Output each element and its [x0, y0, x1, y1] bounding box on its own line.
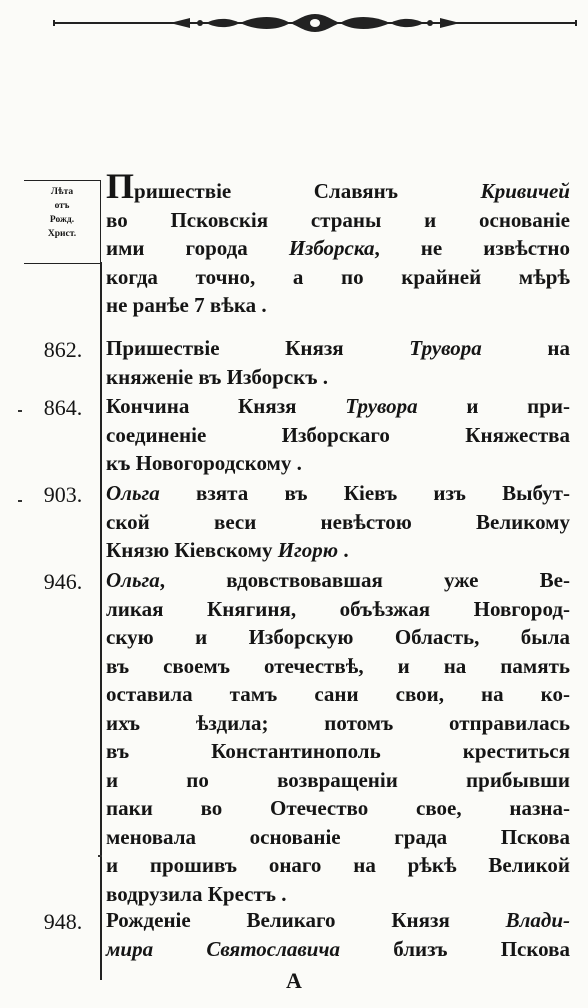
entry-line: ской веси невѣстою Великому [106, 509, 570, 534]
entry-line: Рожденіе Великаго Князя Влади- [106, 908, 570, 932]
entry-line: паки во Отечество свое, назна- [106, 796, 570, 820]
entry-line: ими города Изборска, не извѣстно [106, 236, 570, 260]
margin-mark [18, 500, 22, 502]
entry-line: Пришествіе Славянъ Кривичей [106, 166, 570, 206]
entry-line: ликая Княгиня, объѣзжая Новгород- [106, 596, 570, 621]
header-line: Рожд. [49, 215, 75, 225]
entry-line: Князю Кіевскому Игорю . [106, 538, 349, 562]
entry-line: и по возвращеніи прибывши [106, 767, 570, 792]
entry-line: соединеніе Изборскаго Княжества [106, 422, 570, 447]
header-line: Христ. [47, 229, 77, 239]
column-divider [100, 262, 102, 980]
signature-mark: A [286, 968, 302, 993]
entry-line: Пришествіе Князя Трувора на [106, 336, 570, 360]
entry-text [106, 392, 570, 478]
entry-year: 864. [43, 395, 83, 420]
entry-text [106, 166, 570, 320]
entry-line: Кончина Князя Трувора и при- [106, 394, 570, 418]
entry-line: скую и Изборскую Область, была [106, 625, 570, 649]
entry-year: 948. [43, 909, 83, 934]
entry-line: когда точно, а по крайней мѣрѣ [106, 264, 570, 289]
entry-text [106, 906, 570, 963]
margin-mark [18, 410, 22, 412]
entry-line: въ своемъ отечествѣ, и на память [106, 653, 570, 678]
entry-line: меновала основаніе града Пскова [106, 824, 570, 849]
entry-line: во Псковскія страны и основаніе [106, 207, 570, 232]
entry-line: мира Святославича близъ Пскова [106, 936, 570, 961]
entry-line: Ольга, вдовствовавшая уже Ве- [106, 568, 570, 592]
entry-line: къ Новогородскому . [106, 451, 302, 475]
header-line: Лѣта [50, 187, 74, 197]
entry-line: и прошивъ онаго на рѣкѣ Великой [106, 853, 570, 877]
header-ornament [50, 6, 580, 40]
entry-year: 946. [43, 569, 83, 594]
header-line: отъ [54, 201, 70, 211]
entry-line: не ранѣе 7 вѣка . [106, 293, 267, 317]
entry-year: 903. [43, 482, 83, 507]
entry-text [106, 566, 570, 908]
entry-line: въ Константинополь креститься [106, 739, 570, 763]
entry-line: ихъ ѣздила; потомъ отправилась [106, 710, 570, 735]
entry-line: водрузила Крестъ . [106, 881, 287, 906]
entry-line: княженіе въ Изборскъ . [106, 364, 328, 389]
entry-year: 862. [43, 337, 83, 362]
margin-mark [98, 855, 102, 857]
entry-text [106, 334, 570, 391]
entry-line: оставила тамъ сани свои, на ко- [106, 682, 570, 706]
entry-text [106, 479, 570, 565]
entry-line: Ольга взята въ Кіевъ изъ Выбут- [106, 481, 570, 505]
year-column-header [24, 180, 101, 264]
